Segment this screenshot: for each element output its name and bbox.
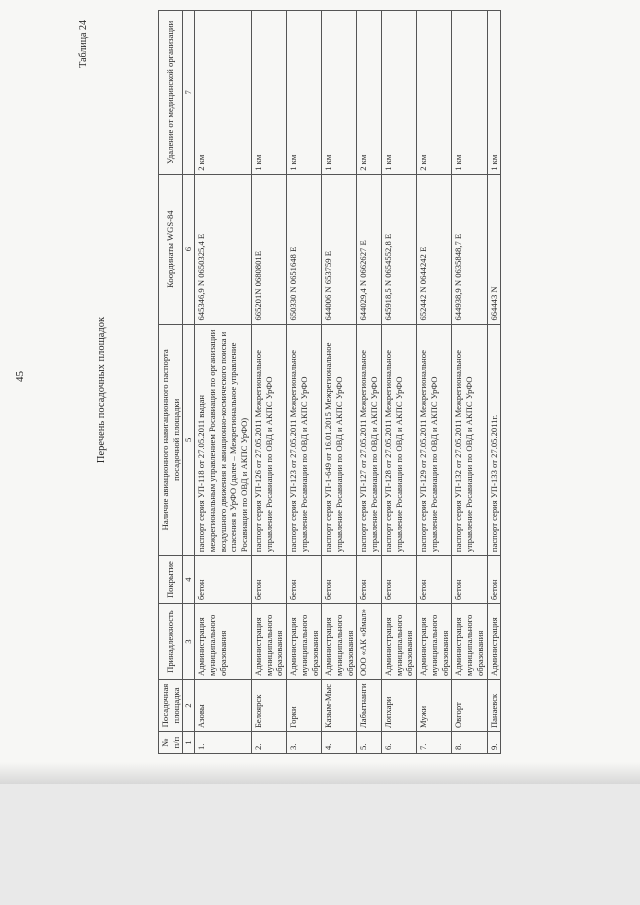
table-row <box>452 11 487 754</box>
cell-owner: Администрация муниципального образования <box>287 604 322 680</box>
table-title: Перечень посадочных площадок <box>96 316 107 464</box>
table-row <box>381 11 416 754</box>
cell-name: Белоярск <box>251 680 286 732</box>
column-number: 7 <box>183 11 195 175</box>
column-number-row <box>183 11 195 754</box>
cell-dist: 2 км <box>195 11 252 175</box>
cell-cover: бетон <box>381 556 416 604</box>
cell-passport: паспорт серия УП-128 от 27.05.2011 Межрегиональное управление Росавиации по ОВД и АКПС УрФО <box>381 324 416 556</box>
cell-dist: 2 км <box>417 11 452 175</box>
column-number: 4 <box>183 556 195 604</box>
cell-passport: паспорт серия УП-1-649 от 16.01.2015 Межрегиональное управление Росавиации по ОВД и АКПС УрФО <box>322 324 357 556</box>
cell-owner: Администрация муниципального образования <box>381 604 416 680</box>
cell-n: 5. <box>357 732 381 754</box>
cell-passport: паспорт серия УП-133 от 27.05.2011г. <box>487 324 501 556</box>
cell-owner: Администрация муниципального образования <box>452 604 487 680</box>
cell-dist: 1 км <box>487 11 501 175</box>
column-header: Удаление от медицинской организации <box>159 11 183 175</box>
cell-passport: паспорт серия УП-127 от 27.05.2011 Межрегиональное управление Росавиации по ОВД и АКПС УрФО <box>357 324 381 556</box>
cell-coords: 652442 N 0644242 E <box>417 174 452 324</box>
cell-coords: 644938,9 N 0635848,7 E <box>452 174 487 324</box>
cell-cover: бетон <box>322 556 357 604</box>
cell-owner: Администрация муниципального образования <box>195 604 252 680</box>
column-header: Покрытие <box>159 556 183 604</box>
table-header-row <box>159 11 183 754</box>
table-row <box>195 11 252 754</box>
table-label: Таблица 24 <box>78 20 89 68</box>
cell-cover: бетон <box>195 556 252 604</box>
cell-coords: 645918,5 N 0654552,8 E <box>381 174 416 324</box>
cell-cover: бетон <box>417 556 452 604</box>
cell-coords: 645346,9 N 0650325,4 E <box>195 174 252 324</box>
cell-name: Горки <box>287 680 322 732</box>
column-header: Посадочная площадка <box>159 680 183 732</box>
cell-n: 9. <box>487 732 501 754</box>
cell-dist: 1 км <box>452 11 487 175</box>
cell-name: Казым-Мыс <box>322 680 357 732</box>
cell-name: Лабытнанги <box>357 680 381 732</box>
cell-owner: Администрация муниципального образования <box>251 604 286 680</box>
column-number: 5 <box>183 324 195 556</box>
cell-dist: 1 км <box>287 11 322 175</box>
cell-owner: Администрация муниципального образования <box>417 604 452 680</box>
cell-cover: бетон <box>287 556 322 604</box>
cell-dist: 1 км <box>251 11 286 175</box>
cell-dist: 1 км <box>322 11 357 175</box>
cell-passport: паспорт серия УП-129 от 27.05.2011 Межрегиональное управление Росавиации по ОВД и АКПС УрФО <box>417 324 452 556</box>
column-number: 2 <box>183 680 195 732</box>
cell-name: Панаевск <box>487 680 501 732</box>
column-header: Координаты WGS-84 <box>159 174 183 324</box>
table-row <box>357 11 381 754</box>
cell-dist: 1 км <box>381 11 416 175</box>
cell-passport: паспорт серия УП-118 от 27.05.2011 выдан межрегиональным управлением Росавиации по организации воздушного движения и авиационно-космического поиска и спасения в УрФО (далее – Межрегиональное управление Росавиации по ОВД и АКПС УрФО) <box>195 324 252 556</box>
cell-name: Лопхари <box>381 680 416 732</box>
cell-cover: бетон <box>251 556 286 604</box>
cell-n: 8. <box>452 732 487 754</box>
column-header: Принадлежность <box>159 604 183 680</box>
cell-passport: паспорт серия УП-126 от 27.05.2011 Межрегиональное управление Росавиации по ОВД и АКПС УрФО <box>251 324 286 556</box>
landing-sites-table <box>158 10 501 754</box>
cell-cover: бетон <box>357 556 381 604</box>
scan-edge-shadow <box>0 762 640 784</box>
cell-n: 2. <box>251 732 286 754</box>
cell-passport: паспорт серия УП-132 от 27.05.2011 Межрегиональное управление Росавиации по ОВД и АКПС УрФО <box>452 324 487 556</box>
cell-name: Овгорт <box>452 680 487 732</box>
cell-owner: Администрация муниципального образования <box>322 604 357 680</box>
cell-name: Азовы <box>195 680 252 732</box>
cell-passport: паспорт серия УП-123 от 27.05.2011 Межрегиональное управление Росавиации по ОВД и АКПС УрФО <box>287 324 322 556</box>
cell-cover: бетон <box>452 556 487 604</box>
cell-coords: 650330 N 0651648 E <box>287 174 322 324</box>
table-row <box>322 11 357 754</box>
cell-owner: ООО «АК «Ямал» <box>357 604 381 680</box>
cell-coords: 665201N 0680801E <box>251 174 286 324</box>
cell-n: 6. <box>381 732 416 754</box>
column-number: 3 <box>183 604 195 680</box>
rotated-page-content <box>10 10 630 770</box>
table-row <box>417 11 452 754</box>
cell-cover: бетон <box>487 556 501 604</box>
table-row <box>487 11 501 754</box>
cell-coords: 664443 N <box>487 174 501 324</box>
table-row <box>251 11 286 754</box>
cell-coords: 644029,4 N 0662627 E <box>357 174 381 324</box>
table-row <box>287 11 322 754</box>
cell-n: 7. <box>417 732 452 754</box>
cell-coords: 644006 N 653759 E <box>322 174 357 324</box>
table-body <box>195 11 501 754</box>
cell-owner: Администрация <box>487 604 501 680</box>
column-header: № п/п <box>159 732 183 754</box>
cell-n: 4. <box>322 732 357 754</box>
cell-dist: 2 км <box>357 11 381 175</box>
column-number: 1 <box>183 732 195 754</box>
cell-n: 3. <box>287 732 322 754</box>
cell-n: 1. <box>195 732 252 754</box>
cell-name: Мужи <box>417 680 452 732</box>
page-number: 45 <box>14 371 26 382</box>
column-header: Наличие авиационного навигационного паспорта посадочной площадки <box>159 324 183 556</box>
column-number: 6 <box>183 174 195 324</box>
